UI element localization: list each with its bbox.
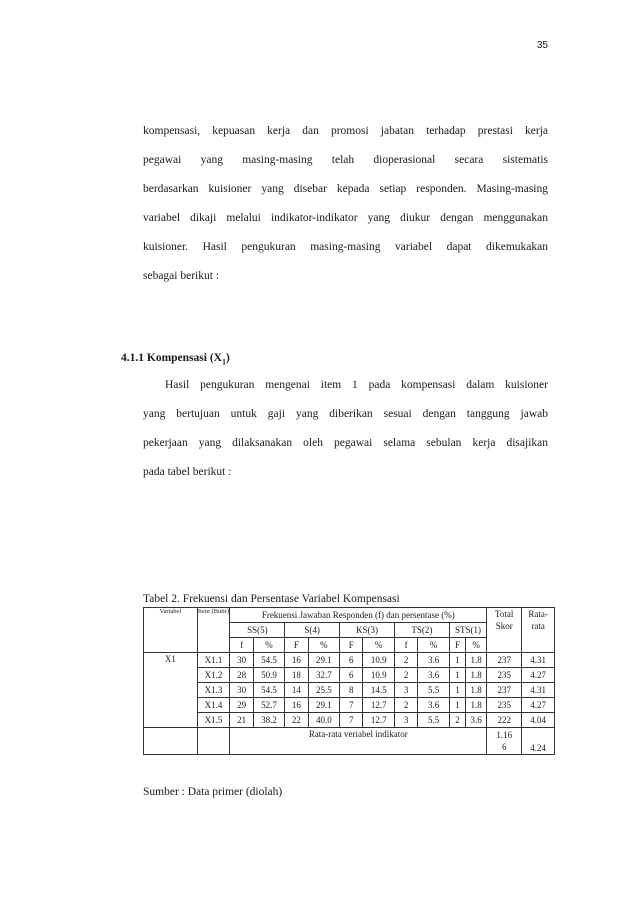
avg-cell: 4.27: [522, 698, 555, 713]
paragraph-line: Hasil pengukuran mengenai item 1 pada kompensasi dalam kuisioner: [165, 379, 548, 391]
header-sub: F: [340, 638, 363, 653]
table-caption: Tabel 2. Frekuensi dan Persentase Variabel Kompensasi: [143, 593, 400, 605]
value-cell: 8: [340, 683, 363, 698]
value-cell: 16: [285, 698, 308, 713]
paragraph-line: pekerjaan yang dilaksanakan oleh pegawai selama sebulan kerja disajikan: [143, 437, 548, 449]
page-number: 35: [536, 40, 548, 51]
paragraph-2: [143, 371, 548, 487]
item-cell: X1.3: [197, 683, 230, 698]
footer-avg: 4.24: [522, 728, 555, 755]
value-cell: 2: [394, 698, 417, 713]
section-heading: [121, 352, 230, 366]
value-cell: 1: [449, 653, 465, 668]
value-cell: 1: [449, 698, 465, 713]
value-cell: 32.7: [308, 668, 340, 683]
paragraph-line: variabel dikaji melalui indikator-indikator yang diukur dengan menggunakan: [143, 212, 548, 224]
value-cell: 28: [230, 668, 253, 683]
footer-row: [144, 728, 555, 755]
header-group: SS(5): [230, 623, 285, 638]
total-cell: 235: [487, 698, 522, 713]
header-sub: F: [285, 638, 308, 653]
value-cell: 29.1: [308, 698, 340, 713]
value-cell: 54.5: [253, 653, 285, 668]
paragraph-line: pada tabel berikut :: [143, 466, 232, 478]
value-cell: 12.7: [363, 698, 395, 713]
heading-close: ): [225, 352, 230, 364]
value-cell: 6: [340, 668, 363, 683]
paragraph-line: kompensasi, kepuasan kerja dan promosi jabatan terhadap prestasi kerja: [143, 125, 548, 137]
item-cell: X1.5: [197, 713, 230, 728]
header-sub: %: [418, 638, 450, 653]
header-sub: %: [363, 638, 395, 653]
value-cell: 16: [285, 653, 308, 668]
value-cell: 18: [285, 668, 308, 683]
total-cell: 237: [487, 653, 522, 668]
value-cell: 1: [449, 683, 465, 698]
value-cell: 3.6: [418, 653, 450, 668]
value-cell: 3.6: [466, 713, 487, 728]
value-cell: 1.8: [466, 653, 487, 668]
header-sub: f: [394, 638, 417, 653]
footer-empty: [197, 728, 230, 755]
table-row: [144, 668, 555, 683]
value-cell: 10.9: [363, 668, 395, 683]
table-row: [144, 653, 555, 668]
value-cell: 3: [394, 683, 417, 698]
avg-cell: 4.31: [522, 683, 555, 698]
header-sub: f: [230, 638, 253, 653]
paragraph-line: sebagai berikut :: [143, 270, 220, 282]
value-cell: 40.0: [308, 713, 340, 728]
value-cell: 25.5: [308, 683, 340, 698]
table-row: [144, 713, 555, 728]
value-cell: 29.1: [308, 653, 340, 668]
table-source: Sumber : Data primer (diolah): [143, 786, 283, 798]
total-cell: 237: [487, 683, 522, 698]
header-group: STS(1): [449, 623, 486, 638]
item-cell: X1.4: [197, 698, 230, 713]
value-cell: 10.9: [363, 653, 395, 668]
table-row: [144, 683, 555, 698]
paragraph-line: yang bertujuan untuk gaji yang diberikan sesuai dengan tanggung jawab: [143, 408, 548, 420]
value-cell: 21: [230, 713, 253, 728]
value-cell: 1.8: [466, 668, 487, 683]
footer-total-b: 6: [501, 742, 507, 752]
value-cell: 12.7: [363, 713, 395, 728]
value-cell: 30: [230, 653, 253, 668]
value-cell: 6: [340, 653, 363, 668]
header-sub: %: [466, 638, 487, 653]
value-cell: 5.5: [418, 683, 450, 698]
paragraph-line: pegawai yang masing-masing telah dioperasional secara sistematis: [143, 154, 548, 166]
value-cell: 5.5: [418, 713, 450, 728]
avg-cell: 4.27: [522, 668, 555, 683]
variable-cell: X1: [144, 653, 198, 728]
value-cell: 14.5: [363, 683, 395, 698]
header-sub: %: [308, 638, 340, 653]
avg-cell: 4.31: [522, 653, 555, 668]
value-cell: 2: [394, 668, 417, 683]
heading-text: 4.1.1 Kompensasi (X: [121, 352, 222, 364]
header-sub: F: [449, 638, 465, 653]
header-sub: %: [253, 638, 285, 653]
header-variabel: Variabel: [144, 608, 198, 653]
item-cell: X1.1: [197, 653, 230, 668]
value-cell: 22: [285, 713, 308, 728]
footer-total: [487, 728, 522, 755]
header-total: Total Skor: [487, 608, 522, 653]
value-cell: 50.9: [253, 668, 285, 683]
header-group: KS(3): [340, 623, 395, 638]
value-cell: 3.6: [418, 668, 450, 683]
table-row: [144, 698, 555, 713]
value-cell: 30: [230, 683, 253, 698]
header-item: Item (Butir): [197, 608, 230, 653]
avg-cell: 4.04: [522, 713, 555, 728]
value-cell: 1.8: [466, 698, 487, 713]
value-cell: 7: [340, 713, 363, 728]
value-cell: 14: [285, 683, 308, 698]
header-group: TS(2): [394, 623, 449, 638]
value-cell: 2: [394, 653, 417, 668]
footer-label: Rata-rata veriabel indikator: [230, 728, 487, 755]
total-cell: 235: [487, 668, 522, 683]
header-rata: Rata-rata: [522, 608, 555, 653]
heading-subscript: 1: [221, 357, 226, 367]
item-cell: X1.2: [197, 668, 230, 683]
value-cell: 3.6: [418, 698, 450, 713]
value-cell: 54.5: [253, 683, 285, 698]
footer-empty: [144, 728, 198, 755]
value-cell: 3: [394, 713, 417, 728]
header-group: S(4): [285, 623, 340, 638]
frequency-table: [143, 607, 555, 755]
value-cell: 52.7: [253, 698, 285, 713]
total-cell: 222: [487, 713, 522, 728]
value-cell: 29: [230, 698, 253, 713]
paragraph-line: berdasarkan kuisioner yang disebar kepada setiap responden. Masing-masing: [143, 183, 548, 195]
value-cell: 2: [449, 713, 465, 728]
value-cell: 7: [340, 698, 363, 713]
paragraph-1: [143, 117, 548, 291]
value-cell: 1.8: [466, 683, 487, 698]
value-cell: 1: [449, 668, 465, 683]
paragraph-line: kuisioner. Hasil pengukuran masing-masing variabel dapat dikemukakan: [143, 241, 548, 253]
footer-total-a: 1.16: [496, 730, 513, 740]
header-frekuensi: Frekuensi Jawaban Responden (f) dan persentase (%): [230, 608, 487, 623]
value-cell: 38.2: [253, 713, 285, 728]
